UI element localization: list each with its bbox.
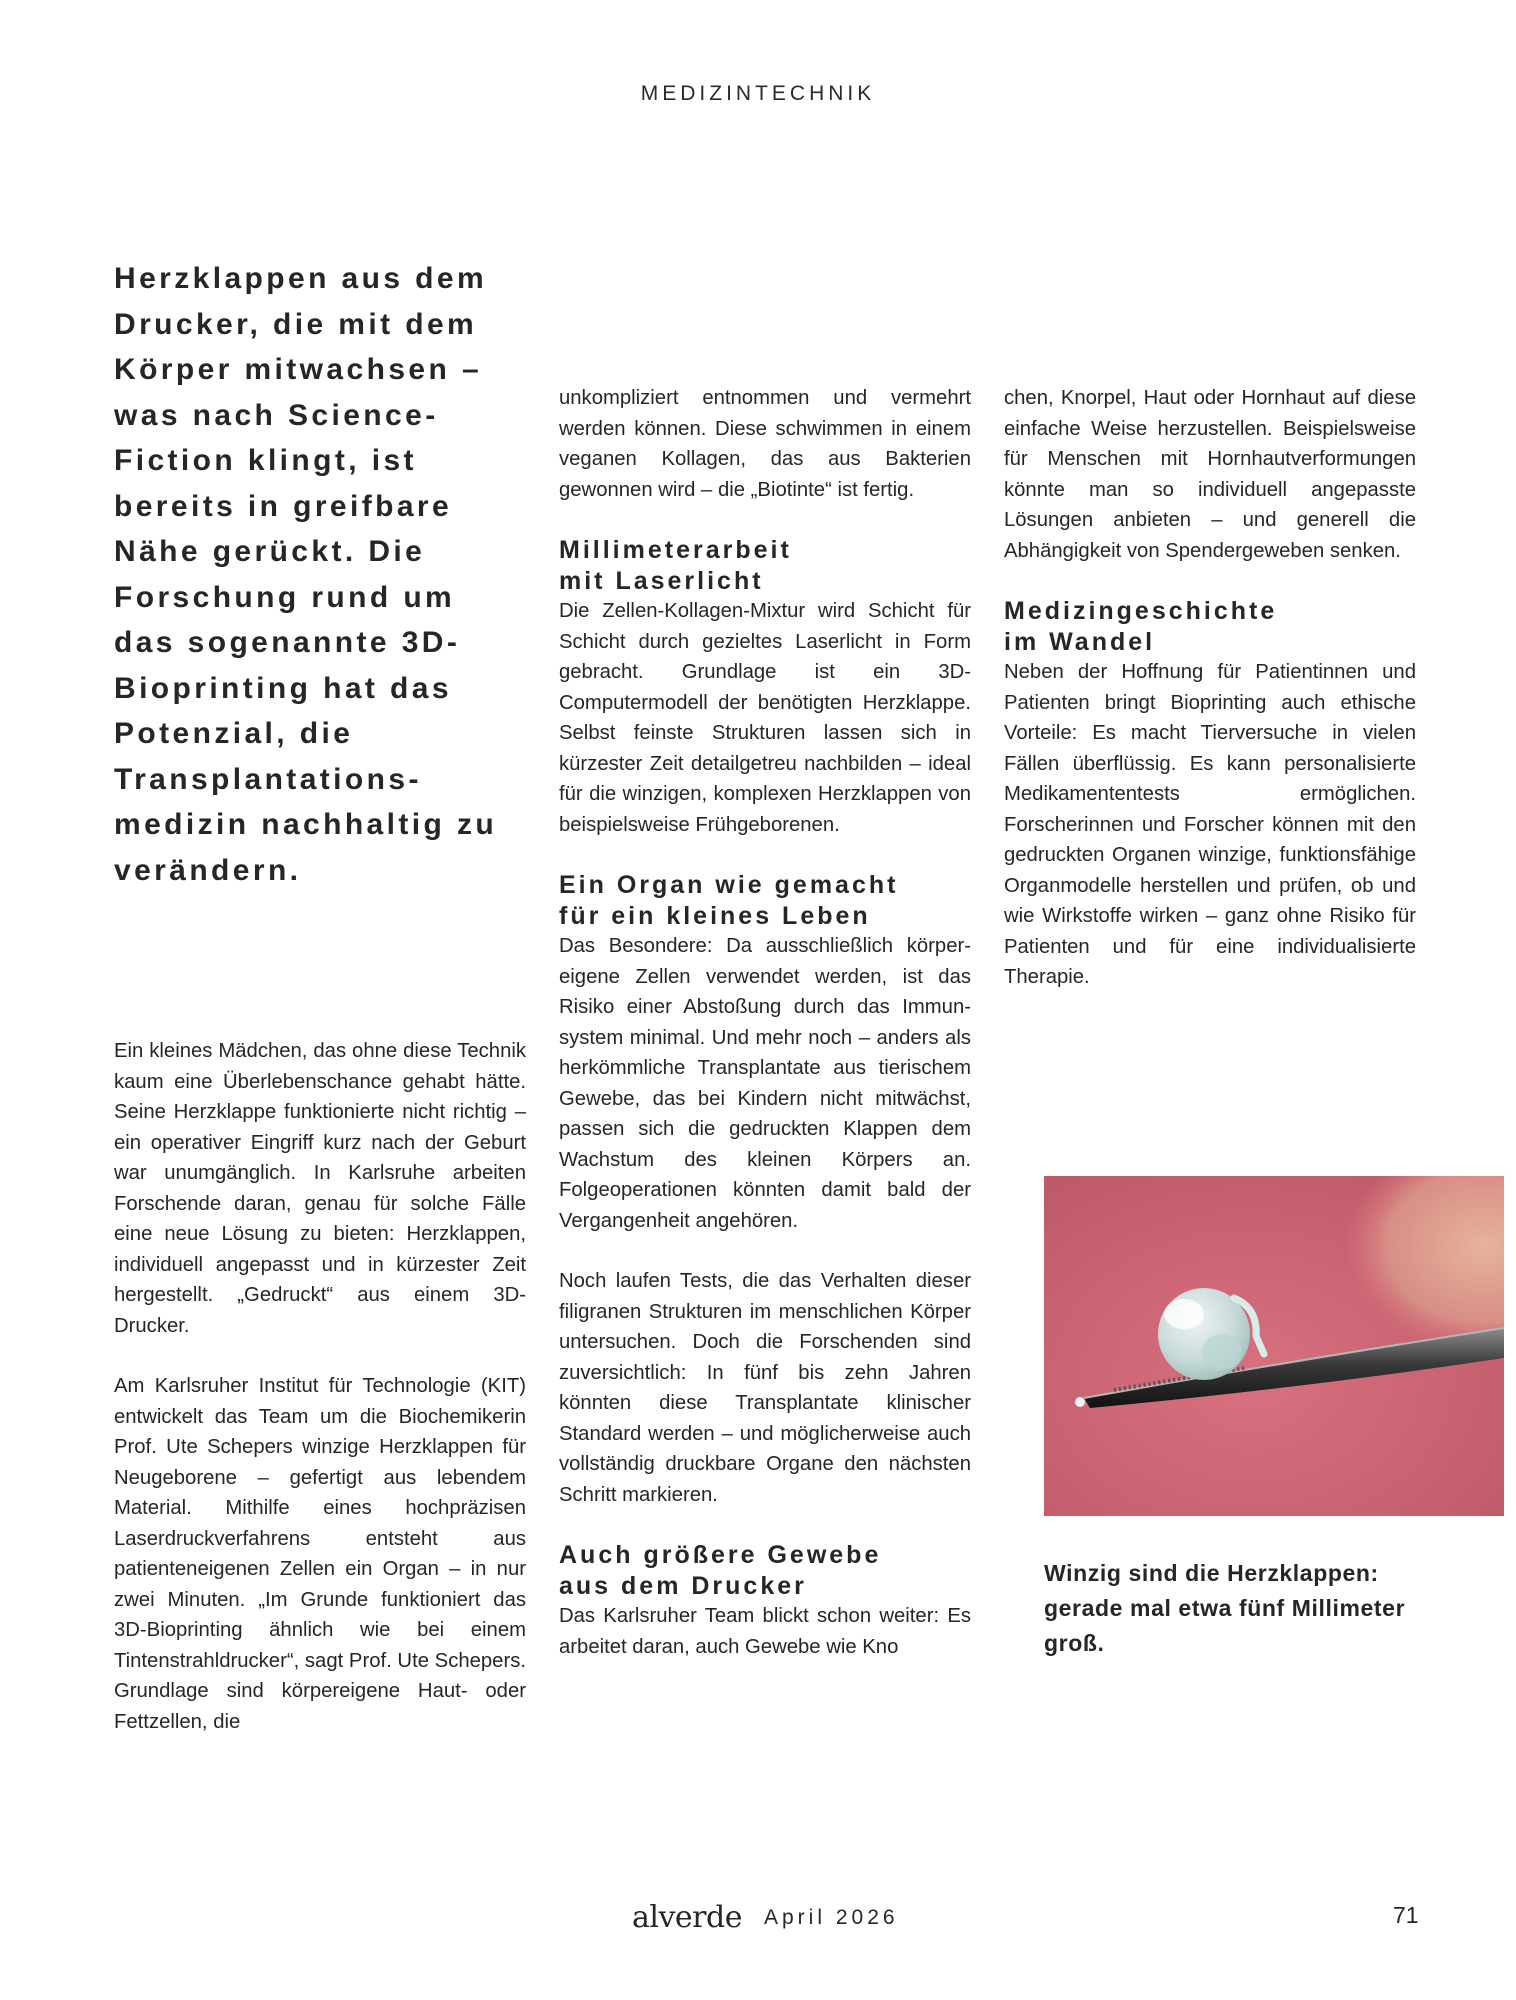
subheading-laserlicht	[559, 535, 971, 596]
article-column-3	[1004, 383, 1416, 993]
subheading-line: für ein kleines Leben	[559, 901, 871, 930]
heart-valve-illustration	[1044, 1176, 1504, 1516]
body-paragraph: Am Karlsruher Institut für Technologie (KIT) entwickelt das Team um die Biochemikerin Prof. Ute Schepers winzige Herzklappen für Neugeborene – gefertigt aus lebendem Material. Mithilfe eines hochpräzisen Laserdruckverfahrens entsteht aus patienteneigenen Zellen ein Organ – in nur zwei Minuten. „Im Grunde funktioniert das 3D-Bioprinting ähnlich wie bei einem Tintenstrahldrucker“, sagt Prof. Ute Schepers. Grundlage sind körpereigene Haut- oder Fettzellen, die	[114, 1375, 526, 1733]
body-paragraph: unkompliziert entnommen und vermehrt werden können. Diese schwimmen in einem veganen Kollagen, das aus Bakterien gewonnen wird – die „Biotinte“ ist fertig.	[559, 387, 971, 501]
article-column-1	[114, 1036, 526, 1737]
subheading-line: im Wandel	[1004, 627, 1156, 656]
body-paragraph: Neben der Hoffnung für Patientinnen und Patienten bringt Bioprinting auch ethische Vorteile: Es macht Tierversuche in vielen Fällen überflüssig. Es kann personalisierte Medikamententests ermöglichen. Forscherinnen und Forscher können mit den gedruckten Organen winzige, funktionsfähige Organmodelle herstellen und prüfen, ob und wie Wirkstoffe wirken – ganz ohne Risiko für Patienten und für eine individualisierte Therapie.	[1004, 661, 1416, 988]
magazine-logo: alverde	[632, 1900, 742, 1935]
subheading-line: Millimeterarbeit	[559, 536, 792, 564]
body-paragraph: Ein kleines Mädchen, das ohne diese Technik kaum eine Überlebenschance gehabt hätte. Seine Herzklappe funktionierte nicht richtig – ein operativer Eingriff kurz nach der Geburt war unumgänglich. In Karlsruhe arbeiten Forschende daran, genau für solche Fälle eine neue Lösung zu bieten: Herzklappen, individuell angepasst und in kürzester Zeit hergestellt. „Gedruckt“ aus einem 3D-Drucker.	[114, 1040, 526, 1337]
heart-valve-photo	[1044, 1176, 1504, 1516]
body-paragraph: chen, Knorpel, Haut oder Hornhaut auf diese einfache Weise herzustellen. Beispielsweise für Menschen mit Hornhautverformungen könnte man so individuell angepasste Lösungen anbieten – und generell die Abhängigkeit von Spendergeweben senken.	[1004, 387, 1416, 562]
lead-paragraph: Herzklappen aus dem Drucker, die mit dem Körper mitwachsen – was nach Science-Fiction klingt, ist bereits in greifbare Nähe gerückt. Die Forschung rund um das sogenannte 3D-Bioprinting hat das Potenzial, die Transplantationsmedizin nachhaltig zu verändern.	[114, 262, 498, 887]
photo-caption: Winzig sind die Herzklappen: gerade mal etwa fünf Millimeter groß.	[1044, 1560, 1406, 1656]
body-paragraph: Noch laufen Tests, die das Verhalten dieser filigranen Strukturen im menschlichen Körper untersuchen. Doch die Forschenden sind zuversichtlich: In fünf bis zehn Jahren könnten diese Transplantate klinischer Standard werden – und möglicherweise auch vollständig druckbare Organe den nächsten Schritt markieren.	[559, 1270, 971, 1506]
body-paragraph: Das Besondere: Da ausschließlich körpereigene Zellen verwendet werden, ist das Risiko einer Abstoßung durch das Immunsystem minimal. Und mehr noch – anders als herkömmliche Transplantate aus tierischem Gewebe, das bei Kindern nicht mitwächst, passen sich die gedruckten Klappen dem Wachstum des kleinen Körpers an. Folgeoperationen könnten damit bald der Vergangenheit angehören.	[559, 935, 971, 1232]
page-number: 71	[1393, 1902, 1419, 1928]
body-paragraph: Das Karlsruher Team blickt schon weiter: Es arbeitet daran, auch Gewebe wie Kno	[559, 1605, 971, 1658]
subheading-line: Ein Organ wie gemacht	[559, 871, 899, 899]
article-column-2	[559, 383, 971, 1662]
section-label: MEDIZINTECHNIK	[640, 82, 876, 105]
subheading-organ	[559, 870, 971, 931]
subheading-gewebe	[559, 1540, 971, 1601]
subheading-line: Medizingeschichte	[1004, 597, 1278, 625]
subheading-line: Auch größere Gewebe	[559, 1541, 882, 1569]
body-paragraph: Die Zellen-Kollagen-Mixtur wird Schicht für Schicht durch gezieltes Laserlicht in Form gebracht. Grundlage ist ein 3D-Computermodell der benötigten Herzklappe. Selbst feinste Strukturen lassen sich in kürzester Zeit detailgetreu nachbilden – ideal für die winzigen, komplexen Herzklappen von beispielsweise Frühgeborenen.	[559, 600, 971, 836]
issue-date: April 2026	[764, 1906, 899, 1929]
subheading-line: aus dem Drucker	[559, 1571, 807, 1600]
subheading-line: mit Laserlicht	[559, 566, 764, 595]
subheading-medizingeschichte	[1004, 596, 1416, 657]
